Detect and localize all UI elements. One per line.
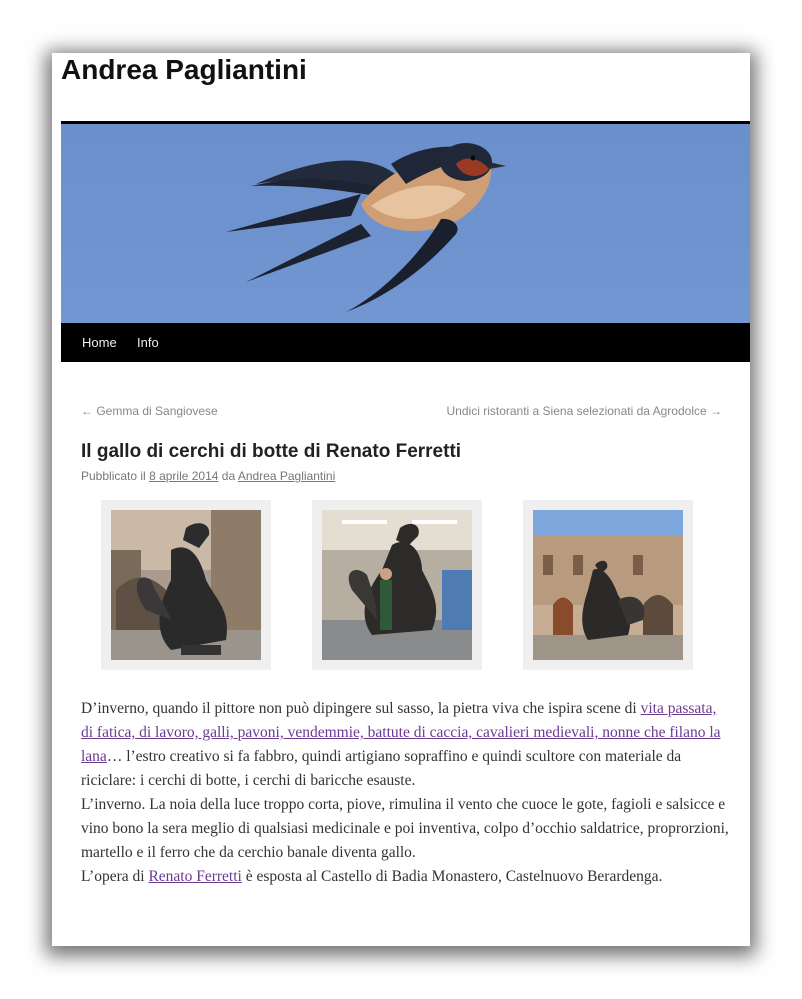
paragraph-1: [81, 697, 731, 793]
p3-lead: L’opera di: [81, 868, 149, 885]
prev-post-link[interactable]: ← Gemma di Sangiovese: [81, 404, 218, 418]
post-date-link[interactable]: 8 aprile 2014: [149, 469, 219, 483]
meta-by: da: [221, 469, 236, 483]
paragraph-3: [81, 865, 731, 889]
author-link[interactable]: Andrea Pagliantini: [237, 469, 336, 483]
site-title[interactable]: Andrea Pagliantini: [61, 54, 307, 85]
rooster-sculpture-photo: [322, 510, 472, 660]
artist-link[interactable]: Renato Ferretti: [148, 868, 242, 885]
main-nav: [61, 323, 750, 362]
post-content: [81, 697, 731, 889]
p1-lead: D’inverno, quando il pittore non può dipingere sul sasso, la pietra viva che ispira scene di: [81, 700, 641, 717]
nav-item-home[interactable]: Home: [82, 335, 117, 350]
post-meta: [81, 469, 335, 483]
post-title[interactable]: Il gallo di cerchi di botte di Renato Ferretti: [81, 441, 462, 462]
meta-prefix: Pubblicato il: [81, 469, 146, 483]
rooster-sculpture-photo: [533, 510, 683, 660]
paragraph-2: L’inverno. La noia della luce troppo corta, piove, rimulina il vento che cuoce le gote, fagioli e salsicce e vino bono la sera meglio di qualsiasi medicinale e poi inventiva, colpo d’occhio saldatrice, proprorzioni, martello e il ferro che da cerchio banale diventa gallo.: [81, 796, 729, 861]
gallery-item[interactable]: [101, 500, 271, 670]
p3-tail: è esposta al Castello di Badia Monastero, Castelnuovo Berardenga.: [241, 868, 663, 885]
page-container: [52, 53, 750, 946]
rooster-sculpture-photo: [111, 510, 261, 660]
inline-link-scenes[interactable]: vita passata, di fatica, di lavoro, galli, pavoni, vendemmie, battute di caccia, cavalieri medievali, nonne che filano la lana: [81, 700, 721, 765]
gallery-item[interactable]: [312, 500, 482, 670]
swallow-header-image: [61, 124, 750, 323]
p1-tail: … l’estro creativo si fa fabbro, quindi artigiano sopraffino e quindi scultore con materiale da riciclare: i cerchi di botte, i cerchi di baricche esauste.: [81, 748, 682, 789]
gallery-item[interactable]: [523, 500, 693, 670]
next-post-link[interactable]: Undici ristoranti a Siena selezionati da Agrodolce →: [446, 404, 722, 418]
nav-item-info[interactable]: Info: [137, 335, 159, 350]
header-image[interactable]: [61, 124, 750, 323]
